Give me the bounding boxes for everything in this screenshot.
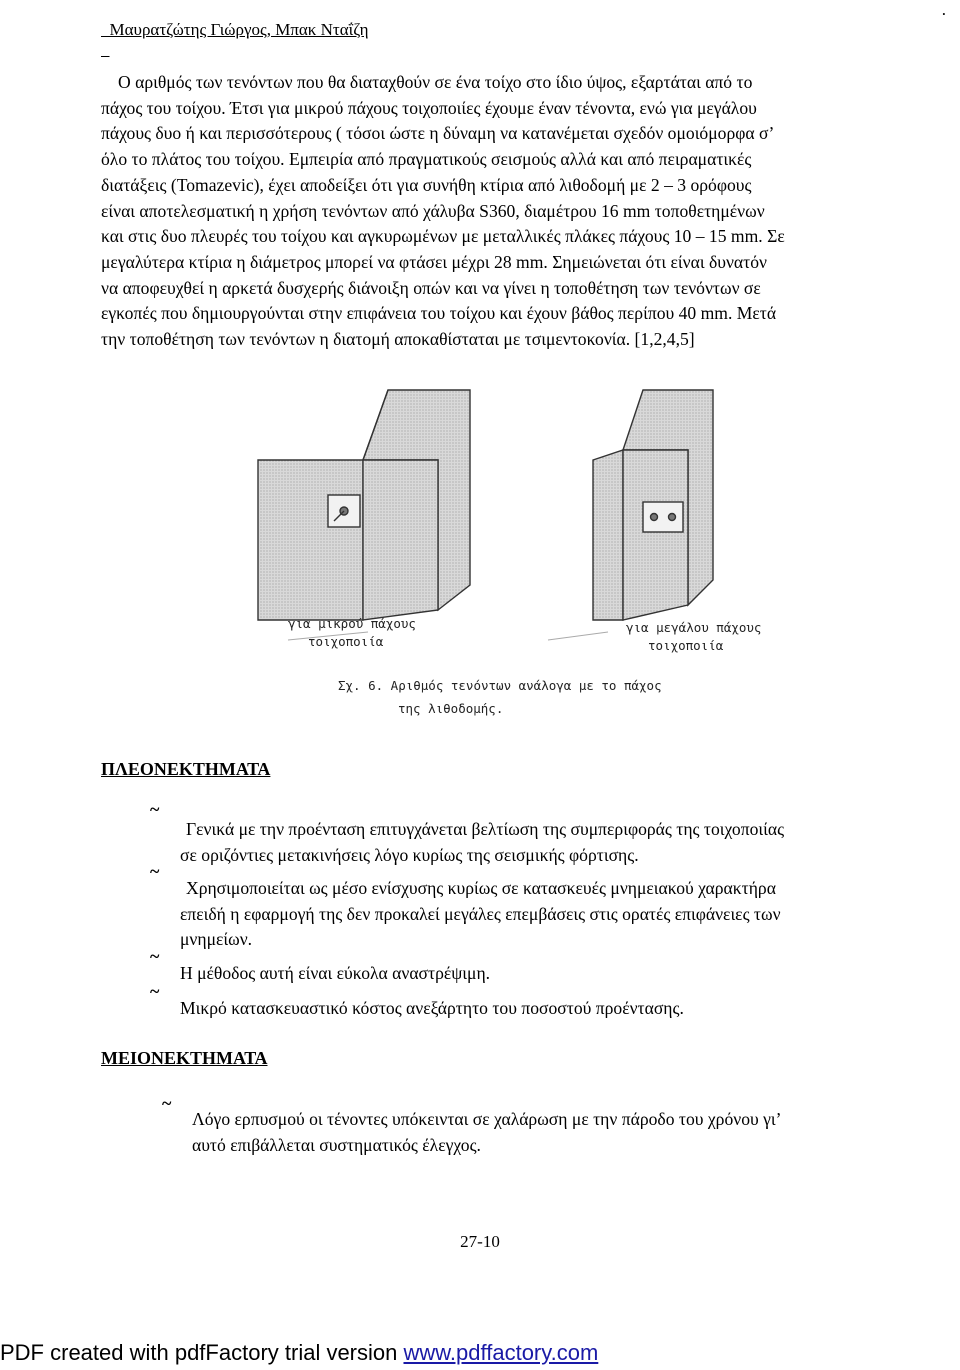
pdffactory-link[interactable]: www.pdffactory.com <box>403 1340 599 1365</box>
advantage-item <box>180 996 960 1022</box>
item-line: Μικρό κατασκευαστικό κόστος ανεξάρτητο του ποσοστού προέντασης. <box>180 998 684 1018</box>
figure-caption-line2: της λιθοδομής. <box>398 701 504 716</box>
item-line: Γενικά με την προένταση επιτυγχάνεται βελτίωση της συμπεριφοράς της τοιχοποιίας <box>186 819 785 839</box>
disadvantages-title: ΜΕΙΟΝΕΚΤΗΜΑΤΑ <box>101 1048 268 1068</box>
page-header <box>101 0 946 60</box>
header-trailing: . <box>941 0 946 19</box>
wall-sketch-drawing <box>248 370 768 730</box>
paragraph-line: εγκοπές που δημιουργούνται στην επιφάνεια του τοίχου και έχουν βάθος περίπου 40 mm. Μετά <box>101 303 777 324</box>
item-line: επειδή η εφαρμογή της δεν προκαλεί μεγάλες επεμβάσεις στις ορατές επιφάνειες των <box>180 903 781 924</box>
paragraph-line: να αποφευχθεί η αρκετά δυσχερής διάνοιξη οπών και να γίνει η τοποθέτηση των τενόντων σε <box>101 277 761 298</box>
header-authors: Μαυρατζώτης Γιώργος, Μπακ Νταΐζη <box>109 20 369 39</box>
body-paragraph <box>101 70 946 353</box>
disadvantage-item <box>192 1107 960 1158</box>
tilde-bullet-icon: ~ <box>162 1093 172 1113</box>
paragraph-line: και στις δυο πλευρές του τοίχου και αγκυρωμένων με μεταλλικές πλάκες πάχους 10 – 15 mm. Σε <box>101 226 785 247</box>
pdf-footer-text: PDF created with pdfFactory trial version <box>0 1340 404 1365</box>
item-line: αυτό επιβάλλεται συστηματικός έλεγχος. <box>192 1134 481 1155</box>
paragraph-line: Ο αριθμός των τενόντων που θα διαταχθούν σε ένα τοίχο στο ίδιο ύψος, εξαρτάται από το <box>118 72 753 92</box>
tilde-bullet-icon: ~ <box>150 981 160 1001</box>
label-left-line1: για μικρού πάχους <box>288 616 416 631</box>
paragraph-line: μεγαλύτερα κτίρια η διάμετρος μπορεί να φτάσει μέχρι 28 mm. Σημειώνεται ότι είναι δυνατόν <box>101 251 767 272</box>
item-line: Η μέθοδος αυτή είναι εύκολα αναστρέψιμη. <box>180 963 491 983</box>
advantage-item <box>180 817 960 868</box>
pdf-footer <box>0 1338 598 1368</box>
page-number: 27-10 <box>460 1232 500 1251</box>
item-line: Χρησιμοποιείται ως μέσο ενίσχυσης κυρίως σε κατασκευές μνημειακού χαρακτήρα <box>186 878 776 898</box>
tilde-bullet-icon: ~ <box>150 799 160 819</box>
advantage-item <box>180 876 960 953</box>
item-line: Λόγο ερπυσμού οι τένοντες υπόκεινται σε χαλάρωση με την πάροδο του χρόνου γι’ <box>192 1109 782 1129</box>
tilde-bullet-icon: ~ <box>150 861 160 881</box>
figure-caption-line1: Σχ. 6. Αριθμός τενόντων ανάλογα με το πάχος <box>338 678 662 693</box>
item-line: μνημείων. <box>180 929 253 949</box>
label-right-line2: τοιχοποιία <box>648 638 724 653</box>
paragraph-line: πάχος του τοίχου. Έτσι για μικρού πάχους τοιχοποιίες έχουμε έναν τένοντα, ενώ για μεγάλου <box>101 97 757 118</box>
right-wall-sketch <box>593 390 713 620</box>
left-wall-sketch <box>258 390 470 620</box>
paragraph-line: την τοποθέτηση των τενόντων η διατομή αποκαθίσταται με τσιμεντοκονία. [1,2,4,5] <box>101 329 695 350</box>
label-right-line1: για μεγάλου πάχους <box>626 620 762 635</box>
paragraph-line: πάχους δυο ή και περισσότερους ( τόσοι ώστε η δύναμη να κατανέμεται σχεδόν ομοιόμορφα σ’ <box>101 123 775 144</box>
paragraph-line: διατάξεις (Tomazevic), έχει αποδείξει ότι για συνήθη κτίρια από λιθοδομή με 2 – 3 ορόφους <box>101 174 752 195</box>
advantages-title: ΠΛΕΟΝΕΚΤΗΜΑΤΑ <box>101 759 271 779</box>
paragraph-line: όλο το πλάτος του τοίχου. Εμπειρία από πραγματικούς σεισμούς αλλά και από πειραματικές <box>101 149 752 170</box>
label-left-line2: τοιχοποιία <box>308 634 384 649</box>
advantage-item <box>180 961 960 987</box>
item-line: σε οριζόντιες μετακινήσεις λόγο κυρίως της σεισμικής φόρτισης. <box>180 844 639 865</box>
figure-tendon-sketch <box>248 370 768 730</box>
tilde-bullet-icon: ~ <box>150 946 160 966</box>
paragraph-line: είναι αποτελεσματική η χρήση τενόντων από χάλυβα S360, διαμέτρου 16 mm τοποθετημένων <box>101 200 765 221</box>
